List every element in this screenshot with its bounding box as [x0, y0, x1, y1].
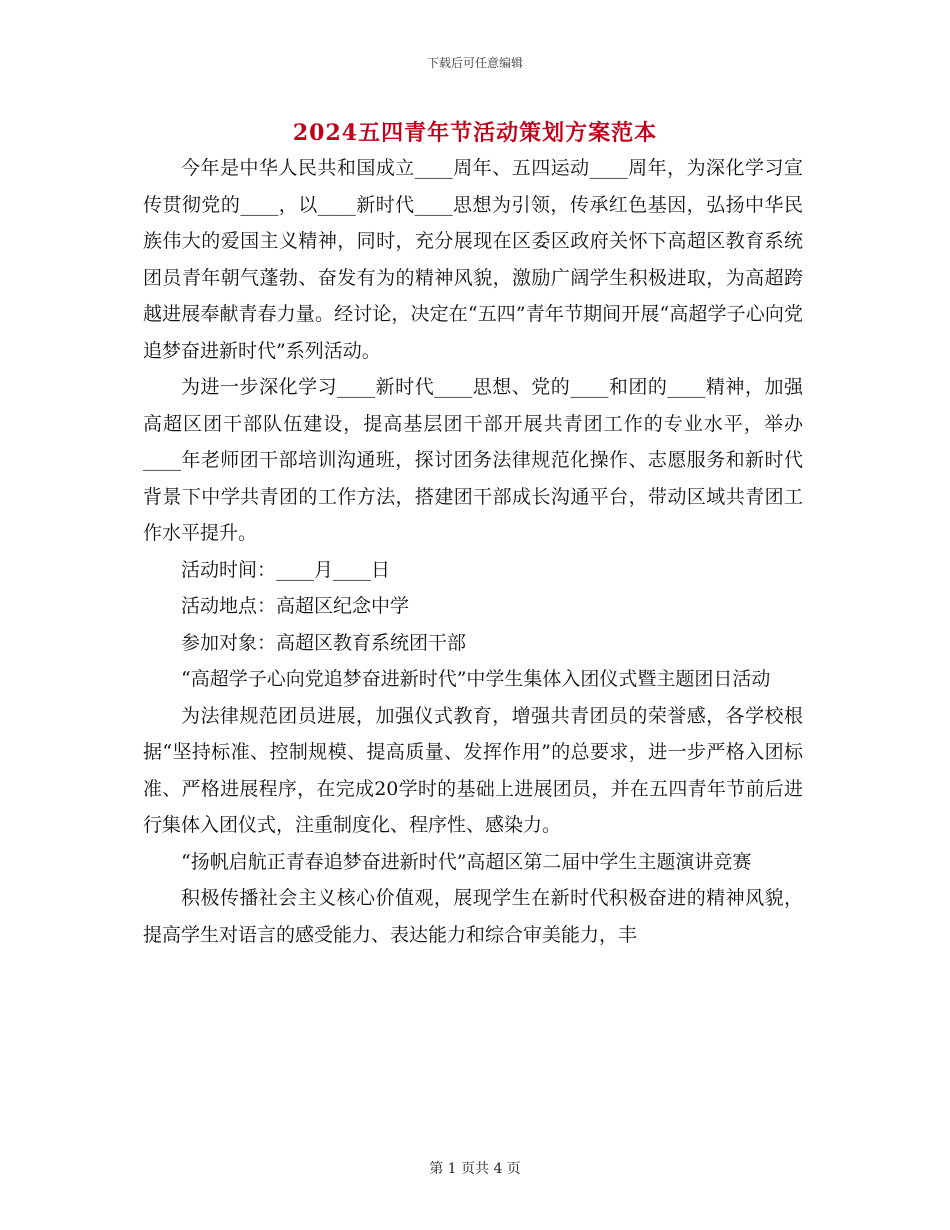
- document-body: [143, 150, 803, 953]
- page-footer: 第 1 页共 4 页: [429, 1161, 521, 1177]
- section-heading-ceremony: “高超学子心向党追梦奋进新时代”中学生集体入团仪式暨主题团日活动: [181, 668, 771, 690]
- activity-participants: 参加对象：高超区教育系统团干部: [181, 631, 467, 654]
- paragraph-training: 为进一步深化学习____新时代____思想、党的____和团的____精神，加强高超区团干部队伍建设，提高基层团干部开展共青团工作的专业水平，举办____年老师团干部培训沟通班，探讨团务法律规范化操作、志愿服务和新时代背景下中学共青团的工作方法，搭建团干部成长沟通平台，带动区域共青团工作水平提升。: [143, 376, 803, 544]
- document-title: 2024五四青年节活动策划方案范本: [292, 120, 658, 146]
- page-header: 下载后可任意编辑: [426, 56, 523, 70]
- paragraph-speech: 积极传播社会主义核心价值观，展现学生在新时代积极奋进的精神风貌，提高学生对语言的感受能力、表达能力和综合审美能力，丰: [143, 887, 803, 946]
- activity-location: 活动地点：高超区纪念中学: [181, 595, 410, 617]
- paragraph-intro: 今年是中华人民共和国成立____周年、五四运动____周年，为深化学习宣传贯彻党的____，以____新时代____思想为引领，传承红色基因，弘扬中华民族伟大的爱国主义精神，同时，充分展现在区委区政府关怀下高超区教育系统团员青年朝气蓬勃、奋发有为的精神风貌，激励广阔学生积极进取，为高超跨越进展奉献青春力量。经讨论，决定在“五四”青年节期间开展“高超学子心向党追梦奋进新时代”系列活动。: [143, 157, 803, 362]
- paragraph-ceremony: 为法律规范团员进展，加强仪式教育，增强共青团员的荣誉感，各学校根据“坚持标准、控制规模、提高质量、发挥作用”的总要求，进一步严格入团标准、严格进展程序，在完成20学时的基础上进展团员，并在五四青年节前后进行集体入团仪式，注重制度化、程序性、感染力。: [143, 704, 803, 836]
- section-heading-speech: “扬帆启航正青春追梦奋进新时代”高超区第二届中学生主题演讲竞赛: [181, 850, 752, 873]
- activity-time: 活动时间：____月____日: [181, 558, 391, 581]
